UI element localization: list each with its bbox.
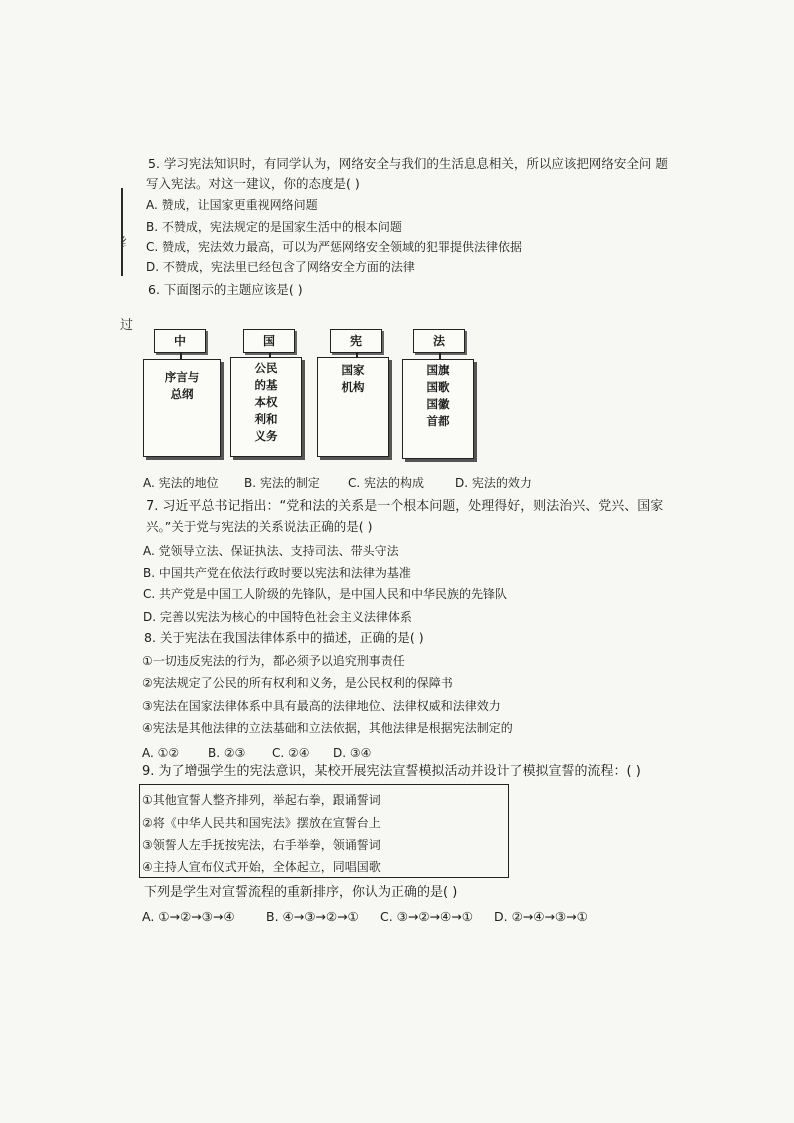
q5-option-b: B. 不赞成，宪法规定的是国家生活中的根本问题	[146, 220, 402, 234]
diagram-header-xian: 宪	[330, 329, 382, 353]
diagram-box-text: 首都	[426, 414, 450, 428]
diagram-box-text: 机构	[341, 380, 365, 394]
q8-stem: 8. 关于宪法在我国法律体系中的描述，正确的是( )	[144, 630, 424, 645]
q5-option-d: D. 不赞成，宪法里已经包含了网络安全方面的法律	[146, 260, 415, 274]
margin-mark-top: 纟	[120, 236, 134, 251]
q7-stem-line2: 兴。”关于党与宪法的关系说法正确的是( )	[146, 519, 373, 534]
diagram-box-preamble	[143, 359, 221, 457]
diagram-header-guo: 国	[243, 329, 295, 353]
diagram-header-zhong: 中	[154, 329, 206, 353]
q6-option-d: D. 宪法的效力	[455, 476, 532, 490]
q5-option-a: A. 赞成，让国家更重视网络问题	[146, 198, 318, 212]
q9-follow-up: 下列是学生对宣誓流程的重新排序，你认为正确的是( )	[144, 885, 458, 900]
diagram-box-organs	[317, 357, 389, 457]
q8-statement-4: ④宪法是其他法律的立法基础和立法依据，其他法律是根据宪法制定的	[142, 721, 513, 735]
q8-option-c: C. ②④	[272, 746, 310, 760]
diagram-box-text: 总纲	[170, 387, 194, 401]
diagram-box-rights	[230, 357, 302, 457]
q7-stem-line1: 7. 习近平总书记指出：“党和法的关系是一个根本问题，处理得好，则法治兴、党兴、国家	[146, 499, 664, 514]
q6-option-b: B. 宪法的制定	[244, 476, 320, 490]
diagram-box-text: 国旗	[426, 363, 450, 377]
q7-option-a: A. 党领导立法、保证执法、支持司法、带头守法	[143, 544, 399, 558]
diagram-box-text: 利和	[254, 412, 278, 426]
diagram-box-text: 序言与	[164, 370, 200, 384]
q9-option-b: B. ④→③→②→①	[266, 909, 359, 924]
q8-statement-1: ①一切违反宪法的行为，都必须予以追究刑事责任	[142, 654, 405, 668]
diagram-box-text: 国歌	[426, 380, 450, 394]
q8-option-a: A. ①②	[142, 746, 180, 760]
q7-option-d: D. 完善以宪法为核心的中国特色社会主义法律体系	[143, 610, 412, 624]
q5-option-c: C. 赞成，宪法效力最高，可以为严惩网络安全领域的犯罪提供法律依据	[146, 240, 523, 254]
q6-option-c: C. 宪法的构成	[348, 476, 425, 490]
q9-option-d: D. ②→④→③→①	[494, 909, 588, 924]
diagram-box-text: 本权	[254, 395, 278, 409]
q9-stem: 9. 为了增强学生的宪法意识，某校开展宪法宣誓模拟活动并设计了模拟宣誓的流程：( )	[142, 764, 641, 779]
q9-step-1: ①其他宣誓人整齐排列，举起右拳，跟诵誓词	[142, 793, 381, 807]
q5-stem-line1: 5. 学习宪法知识时，有同学认为，网络安全与我们的生活息息相关，所以应该把网络安全问 题	[148, 156, 668, 171]
q8-statement-3: ③宪法在国家法律体系中具有最高的法律地位、法律权威和法律效力	[142, 699, 501, 713]
q6-stem: 6. 下面图示的主题应该是( )	[148, 282, 303, 297]
diagram-box-text: 国徽	[426, 397, 450, 411]
q9-step-2: ②将《中华人民共和国宪法》摆放在宣誓台上	[142, 816, 381, 830]
q9-step-3: ③领誓人左手抚按宪法，右手举拳，领诵誓词	[142, 838, 381, 852]
q9-step-4: ④主持人宣布仪式开始，全体起立，同唱国歌	[142, 860, 381, 874]
q7-option-b: B. 中国共产党在依法行政时要以宪法和法律为基准	[143, 566, 411, 580]
diagram-header-fa: 法	[413, 329, 465, 353]
q7-option-c: C. 共产党是中国工人阶级的先锋队，是中国人民和中华民族的先锋队	[143, 587, 508, 601]
diagram-box-text: 公民	[254, 361, 278, 375]
margin-mark-guo: 过	[120, 318, 134, 333]
q5-stem-line2: 写入宪法。对这一建议，你的态度是( )	[146, 176, 360, 191]
q8-option-d: D. ③④	[333, 746, 372, 760]
q9-option-c: C. ③→②→④→①	[380, 909, 473, 924]
q6-option-a: A. 宪法的地位	[143, 476, 219, 490]
q8-option-b: B. ②③	[208, 746, 246, 760]
diagram-box-text: 国家	[341, 363, 365, 377]
q9-option-a: A. ①→②→③→④	[142, 909, 235, 924]
q8-statement-2: ②宪法规定了公民的所有权利和义务，是公民权利的保障书	[142, 676, 453, 690]
diagram-box-text: 义务	[254, 429, 278, 443]
diagram-box-text: 的基	[254, 378, 278, 392]
diagram-box-symbols	[402, 359, 474, 459]
